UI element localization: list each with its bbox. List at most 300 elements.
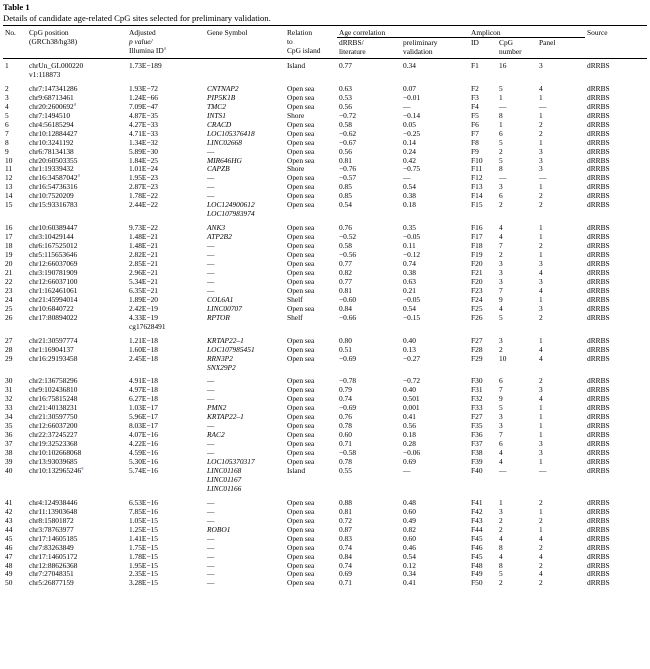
footnote-ref[interactable]: a (77, 174, 80, 179)
table-row (3, 233, 647, 242)
cell-source: dRRBS (587, 497, 610, 507)
cell-cpg-position: chr3:10429144 (29, 233, 74, 242)
cell-source: dRRBS (587, 404, 610, 413)
table-row-continuation (3, 485, 647, 494)
cell-adjusted-p: 2.87E−23 (129, 183, 159, 192)
cell-adjusted-p: 4.59E−16 (129, 449, 159, 458)
cell-no: 36 (5, 431, 13, 440)
cell-drrbs-literature: 0.77 (339, 61, 352, 70)
cell-amplicon-id: F35 (471, 422, 483, 431)
cell-relation: Open sea (287, 242, 315, 251)
cell-source: dRRBS (587, 165, 610, 174)
cell-relation: Open sea (287, 156, 315, 165)
table-row (3, 570, 647, 579)
cell-source (585, 71, 647, 80)
cell-cpg-number: 3 (499, 260, 503, 269)
cell-cpg-position: v1:118873 (29, 70, 61, 79)
cell-preliminary-validation: 0.13 (403, 345, 416, 354)
cell-no (3, 71, 27, 80)
cell-drrbs-literature (337, 485, 401, 494)
cell-preliminary-validation: 0.34 (403, 61, 416, 70)
cell-relation: Open sea (287, 335, 315, 345)
cell-source: dRRBS (587, 223, 610, 233)
cell-relation: Open sea (287, 431, 315, 440)
table-row (3, 242, 647, 251)
cell-source: dRRBS (587, 147, 610, 156)
cell-no: 7 (5, 129, 9, 138)
cell-cpg-number: 2 (499, 525, 503, 534)
cell-drrbs-literature: 0.56 (339, 147, 352, 156)
cell-relation (285, 476, 337, 485)
footnote-ref[interactable]: a (81, 466, 84, 472)
cell-source: dRRBS (587, 102, 610, 111)
cell-relation: Open sea (287, 83, 315, 93)
cell-gene-symbol: — (207, 449, 215, 458)
cell-cpg-position: chr3:190781909 (29, 268, 78, 277)
cell-amplicon-id: F41 (471, 497, 483, 507)
cell-preliminary-validation (401, 485, 469, 494)
cell-preliminary-validation: −0.01 (403, 93, 421, 102)
cell-amplicon-id: F50 (471, 579, 483, 588)
cell-panel (537, 323, 585, 332)
cell-no: 8 (5, 138, 9, 147)
cell-gene-symbol: — (207, 507, 215, 516)
data-table (3, 25, 647, 588)
cell-relation (285, 323, 337, 332)
cell-adjusted-p: 2.42E−19 (129, 304, 159, 313)
cell-adjusted-p: 1.78E−15 (129, 552, 159, 561)
cell-amplicon-id: F19 (471, 251, 483, 260)
cell-cpg-number: 4 (499, 534, 503, 543)
cell-adjusted-p: 5.89E−30 (129, 147, 159, 156)
cell-no: 39 (5, 458, 13, 467)
cell-adjusted-p: 2.96E−21 (129, 268, 159, 277)
cell-adjusted-p: 6.27E−18 (129, 395, 159, 404)
cell-amplicon-id: F5 (471, 111, 479, 120)
cell-relation: Open sea (287, 376, 315, 386)
cell-relation: Open sea (287, 422, 315, 431)
cell-gene-symbol: — (207, 561, 215, 570)
cell-no: 50 (5, 579, 13, 588)
footnote-ref[interactable]: a (73, 102, 77, 108)
cell-adjusted-p: 9.73E−22 (129, 223, 159, 233)
cell-adjusted-p: cg17628491 (129, 322, 166, 331)
cell-no (3, 210, 27, 219)
cell-panel: 2 (539, 242, 543, 251)
cell-amplicon-id: F23 (471, 286, 483, 295)
cell-adjusted-p: 2.44E−22 (129, 201, 159, 210)
cell-gene-symbol: — (207, 183, 215, 192)
cell-source: dRRBS (587, 440, 610, 449)
cell-gene-symbol: KRTAP22–1 (207, 413, 244, 422)
cell-adjusted-p: 1.41E−15 (129, 534, 159, 543)
cell-cpg-position: chr6:78134138 (29, 147, 74, 156)
cell-cpg-number (497, 210, 537, 219)
cell-drrbs-literature: 0.71 (339, 579, 352, 588)
cell-preliminary-validation: 0.56 (403, 422, 416, 431)
cell-preliminary-validation: 0.05 (403, 120, 416, 129)
cell-gene-symbol: LINC01168 (207, 466, 242, 475)
cell-gene-symbol: INTS1 (207, 111, 226, 120)
cell-source (585, 323, 647, 332)
cell-cpg-number: 9 (499, 295, 503, 304)
cell-cpg-number: 3 (499, 422, 503, 431)
cell-preliminary-validation: 0.69 (403, 458, 416, 467)
cell-adjusted-p: 6.53E−16 (129, 497, 159, 507)
table-row (3, 139, 647, 148)
cell-panel: 1 (539, 335, 543, 345)
cell-panel: 3 (539, 304, 543, 313)
cell-adjusted-p: 4.87E−35 (129, 111, 159, 120)
cell-no: 17 (5, 233, 13, 242)
cell-drrbs-literature: 0.82 (339, 268, 352, 277)
cell-cpg-position: chr12:66037200 (29, 422, 78, 431)
cell-source: dRRBS (587, 268, 610, 277)
cell-gene-symbol: LOC107983974 (207, 210, 255, 219)
cell-amplicon-id: F17 (471, 233, 483, 242)
cell-gene-symbol: TMC2 (207, 102, 226, 111)
cell-no (3, 323, 27, 332)
cell-gene-symbol: — (207, 147, 215, 156)
cell-source: dRRBS (587, 570, 610, 579)
footnote-ref[interactable]: a (163, 45, 167, 52)
cell-preliminary-validation: 0.24 (403, 147, 416, 156)
cell-adjusted-p: 3.28E−15 (129, 579, 159, 588)
cell-drrbs-literature: 0.53 (339, 93, 352, 102)
cell-panel: 1 (539, 295, 543, 304)
cell-amplicon-id (469, 485, 497, 494)
cell-panel: 4 (539, 395, 543, 404)
cell-adjusted-p (127, 476, 205, 485)
cell-adjusted-p: 2.45E−18 (129, 354, 159, 363)
cell-cpg-position: chr10:102668068 (29, 449, 82, 458)
cell-amplicon-id: F3 (471, 93, 479, 102)
cell-panel: 3 (539, 449, 543, 458)
cell-panel: 4 (539, 534, 543, 543)
cell-cpg-position: chr16:75815248 (29, 395, 78, 404)
cell-gene-symbol: — (207, 277, 215, 286)
cell-relation: Open sea (287, 386, 315, 395)
cell-preliminary-validation: −0.25 (403, 129, 421, 138)
cell-cpg-number: 8 (499, 111, 503, 120)
cell-drrbs-literature: 0.74 (339, 543, 352, 552)
cell-no: 48 (5, 561, 13, 570)
cell-no: 11 (5, 165, 13, 174)
cell-preliminary-validation: 0.35 (403, 223, 416, 233)
cell-panel: 4 (539, 83, 543, 93)
cell-adjusted-p: 4.91E−18 (129, 376, 159, 386)
cell-no: 46 (5, 543, 13, 552)
cell-source: dRRBS (587, 233, 610, 242)
cell-gene-symbol: LOC124900612 (207, 201, 255, 210)
cell-relation: Open sea (287, 552, 315, 561)
cell-no: 26 (5, 313, 13, 322)
cell-no: 13 (5, 183, 13, 192)
cell-no: 12 (5, 174, 13, 183)
cell-amplicon-id: F1 (471, 61, 479, 70)
cell-adjusted-p: 7.85E−16 (129, 507, 159, 516)
cell-gene-symbol: LOC105370317 (207, 458, 255, 467)
cell-preliminary-validation: 0.49 (403, 516, 416, 525)
cell-drrbs-literature: 0.63 (339, 83, 352, 93)
cell-gene-symbol: — (207, 251, 215, 260)
cell-adjusted-p (127, 210, 205, 219)
cell-preliminary-validation: −0.15 (403, 313, 421, 322)
cell-adjusted-p: 1.73E−189 (129, 61, 162, 70)
table-row (3, 112, 647, 121)
cell-cpg-position: chr16:54736316 (29, 183, 78, 192)
cell-relation: Open sea (287, 286, 315, 295)
cell-gene-symbol: KRTAP22–1 (207, 335, 244, 345)
cell-no: 18 (5, 242, 13, 251)
cell-drrbs-literature (337, 364, 401, 373)
cell-amplicon-id: F33 (471, 404, 483, 413)
cell-cpg-position: chr2:136758296 (29, 376, 78, 386)
table-row (3, 449, 647, 458)
cell-source: dRRBS (587, 413, 610, 422)
cell-relation: Open sea (287, 458, 315, 467)
cell-relation: Open sea (287, 497, 315, 507)
cell-drrbs-literature (337, 323, 401, 332)
cell-preliminary-validation: 0.41 (403, 579, 416, 588)
cell-panel: 1 (539, 404, 543, 413)
cell-no: 37 (5, 440, 13, 449)
cell-source: dRRBS (587, 335, 610, 345)
cell-panel: 4 (539, 268, 543, 277)
cell-source: dRRBS (587, 345, 610, 354)
cell-source: dRRBS (587, 354, 610, 363)
cell-no: 38 (5, 449, 13, 458)
cell-amplicon-id: F9 (471, 147, 479, 156)
cell-adjusted-p: 8.03E−17 (129, 422, 159, 431)
cell-no: 5 (5, 111, 9, 120)
cell-cpg-number: 4 (499, 458, 503, 467)
cell-amplicon-id: F21 (471, 268, 483, 277)
cell-panel: 1 (539, 525, 543, 534)
cell-cpg-position: chr7:27048351 (29, 570, 74, 579)
cell-drrbs-literature: 0.54 (339, 201, 352, 210)
cell-source: dRRBS (587, 192, 610, 201)
table-row (3, 192, 647, 201)
cell-cpg-number: 3 (499, 413, 503, 422)
cell-drrbs-literature: 0.87 (339, 525, 352, 534)
header-no: No. (5, 28, 16, 37)
cell-cpg-number: 2 (499, 251, 503, 260)
cell-cpg-number: — (499, 466, 507, 475)
cell-cpg-position: chr9:102436810 (29, 386, 78, 395)
cell-preliminary-validation: 0.82 (403, 525, 416, 534)
cell-relation: Open sea (287, 277, 315, 286)
cell-source: dRRBS (587, 579, 610, 588)
cell-drrbs-literature: 0.78 (339, 458, 352, 467)
cell-cpg-number: 2 (499, 201, 503, 210)
cell-relation: Open sea (287, 174, 315, 183)
table-row-continuation (3, 364, 647, 373)
cell-no: 23 (5, 286, 13, 295)
cell-panel: 2 (539, 579, 543, 588)
table-row (3, 395, 647, 404)
cell-cpg-position: chr10:132965246$^a$ (29, 466, 84, 475)
cell-gene-symbol: — (207, 440, 215, 449)
cell-preliminary-validation (401, 210, 469, 219)
cell-source: dRRBS (587, 458, 610, 467)
cell-preliminary-validation: 0.40 (403, 386, 416, 395)
table-row (3, 130, 647, 139)
cell-drrbs-literature: 0.51 (339, 345, 352, 354)
cell-amplicon-id: F39 (471, 458, 483, 467)
cell-amplicon-id: F32 (471, 395, 483, 404)
cell-drrbs-literature: 0.69 (339, 570, 352, 579)
cell-preliminary-validation: 0.38 (403, 268, 416, 277)
cell-cpg-position: chr16:34587042$^a$ (29, 174, 80, 183)
cell-amplicon-id: F10 (471, 156, 483, 165)
cell-relation: Open sea (287, 102, 315, 111)
cell-drrbs-literature: 0.60 (339, 431, 352, 440)
cell-cpg-number: 2 (499, 345, 503, 354)
cell-drrbs-literature: 0.76 (339, 413, 352, 422)
cell-adjusted-p: 7.09E−47 (129, 102, 159, 111)
cell-no: 24 (5, 295, 13, 304)
cell-gene-symbol: CRACD (207, 120, 232, 129)
cell-drrbs-literature: −0.67 (339, 138, 357, 147)
cell-source: dRRBS (587, 93, 610, 102)
cell-panel: — (539, 102, 547, 111)
cell-preliminary-validation: — (403, 102, 411, 111)
cell-preliminary-validation: −0.12 (403, 251, 421, 260)
cell-cpg-position: chr19:32523368 (29, 440, 78, 449)
cell-gene-symbol: — (207, 543, 215, 552)
cell-no: 44 (5, 525, 13, 534)
cell-panel: 3 (539, 61, 543, 70)
table-row (3, 346, 647, 355)
cell-drrbs-literature: 0.77 (339, 277, 352, 286)
cell-panel: 2 (539, 561, 543, 570)
cell-drrbs-literature: 0.78 (339, 422, 352, 431)
cell-no: 43 (5, 516, 13, 525)
table-row (3, 413, 647, 422)
cell-relation (285, 364, 337, 373)
cell-source: dRRBS (587, 431, 610, 440)
cell-drrbs-literature: −0.69 (339, 404, 357, 413)
cell-drrbs-literature: −0.60 (339, 295, 357, 304)
cell-amplicon-id: F7 (471, 129, 479, 138)
cell-preliminary-validation: 0.41 (403, 413, 416, 422)
cell-drrbs-literature: 0.85 (339, 192, 352, 201)
cell-amplicon-id: F38 (471, 449, 483, 458)
cell-cpg-position: chr7:147341286 (29, 83, 78, 93)
cell-relation: Open sea (287, 516, 315, 525)
cell-gene-symbol: — (207, 497, 215, 507)
cell-no: 16 (5, 223, 13, 233)
header-cpg-position: CpG position (GRCh38/hg38) (29, 28, 78, 46)
cell-cpg-number: 6 (499, 129, 503, 138)
cell-cpg-number (497, 485, 537, 494)
cell-source: dRRBS (587, 183, 610, 192)
cell-adjusted-p (127, 485, 205, 494)
cell-no: 40 (5, 466, 13, 475)
header-panel: Panel (539, 38, 556, 47)
cell-preliminary-validation: 0.42 (403, 156, 416, 165)
table-row (3, 201, 647, 210)
cell-source: dRRBS (587, 534, 610, 543)
cell-cpg-position: chr3:78763977 (29, 525, 74, 534)
cell-adjusted-p: 1.84E−25 (129, 156, 159, 165)
cell-panel: 3 (539, 156, 543, 165)
cell-adjusted-p (127, 364, 205, 373)
cell-preliminary-validation: 0.28 (403, 440, 416, 449)
cell-cpg-position: chr1:162461061 (29, 286, 78, 295)
cell-relation (285, 71, 337, 80)
cell-gene-symbol: LINC00707 (207, 304, 242, 313)
cell-amplicon-id: F26 (471, 313, 483, 322)
cell-preliminary-validation (401, 364, 469, 373)
table-row (3, 157, 647, 166)
cell-gene-symbol: — (207, 286, 215, 295)
table-row (3, 305, 647, 314)
cell-source: dRRBS (587, 507, 610, 516)
cell-cpg-position: chrUn_GL000220 (29, 61, 84, 70)
cell-relation: Open sea (287, 404, 315, 413)
cell-source: dRRBS (587, 449, 610, 458)
cell-adjusted-p: 4.22E−16 (129, 440, 159, 449)
cell-adjusted-p: 5.30E−16 (129, 458, 159, 467)
table-row (3, 386, 647, 395)
cell-relation: Open sea (287, 138, 315, 147)
cell-preliminary-validation: — (403, 174, 411, 183)
cell-adjusted-p: 1.03E−17 (129, 404, 159, 413)
cell-cpg-number: 7 (499, 242, 503, 251)
cell-gene-symbol: — (207, 579, 215, 588)
cell-gene-symbol: PIP5K1B (207, 93, 236, 102)
cell-gene-symbol: MIR646HG (207, 156, 242, 165)
cell-drrbs-literature: −0.62 (339, 129, 357, 138)
cell-cpg-position: chr21:45994014 (29, 295, 78, 304)
table-row (3, 422, 647, 431)
cell-no: 47 (5, 552, 13, 561)
cell-cpg-position (27, 364, 127, 373)
cell-cpg-position: chr1:16904137 (29, 345, 74, 354)
cell-cpg-number: 7 (499, 386, 503, 395)
cell-amplicon-id (469, 71, 497, 80)
cell-preliminary-validation: −0.05 (403, 233, 421, 242)
cell-preliminary-validation: −0.06 (403, 449, 421, 458)
cell-cpg-position: chr17:80894022 (29, 313, 78, 322)
cell-cpg-position: chr21:40138231 (29, 404, 78, 413)
cell-panel: 4 (539, 286, 543, 295)
cell-no: 30 (5, 376, 13, 386)
table-row (3, 431, 647, 440)
cell-preliminary-validation: 0.18 (403, 431, 416, 440)
header-age-correlation: Age correlation (337, 26, 469, 38)
cell-panel: 1 (539, 458, 543, 467)
cell-cpg-position: chr12:66037100 (29, 277, 78, 286)
cell-amplicon-id: F25 (471, 304, 483, 313)
cell-adjusted-p: 1.95E−15 (129, 561, 159, 570)
cell-relation: Open sea (287, 260, 315, 269)
cell-no: 20 (5, 260, 13, 269)
cell-preliminary-validation: 0.48 (403, 497, 416, 507)
cell-drrbs-literature: 0.80 (339, 335, 352, 345)
cell-preliminary-validation: 0.001 (403, 404, 420, 413)
cell-source: dRRBS (587, 525, 610, 534)
cell-drrbs-literature (337, 71, 401, 80)
cell-drrbs-literature: −0.56 (339, 251, 357, 260)
header-adjusted-p: Adjusted p value/ Illumina $ID^a$ (129, 28, 167, 55)
header-source: Source (587, 28, 608, 37)
cell-cpg-number: 8 (499, 561, 503, 570)
cell-adjusted-p: 1.78E−22 (129, 192, 159, 201)
cell-adjusted-p: 1.60E−18 (129, 345, 159, 354)
